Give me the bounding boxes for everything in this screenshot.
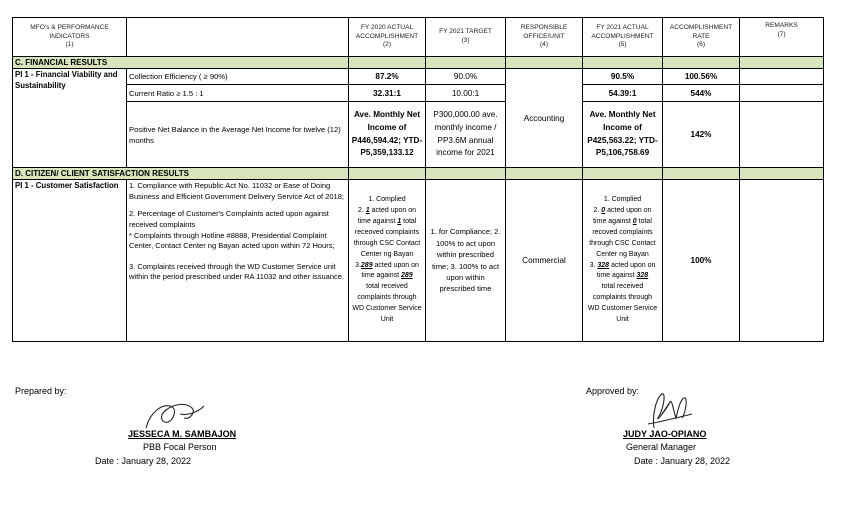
fy2020-cell: 1. Complied 2. 1 acted upon on time against 1 total receoved complaints through CSC Contact Center ng Bayan 3.289 acted upon on time against 289 total received complaints through WD Customer Service Unit bbox=[349, 180, 426, 342]
rate-cell: 100.56% bbox=[663, 69, 740, 85]
remarks-cell bbox=[740, 69, 824, 85]
approved-date: Date : January 28, 2022 bbox=[634, 456, 731, 466]
indicator-2: 2. Percentage of Customer's Complaints acted upon against received complaints bbox=[129, 209, 329, 229]
prepared-by-label: Prepared by: bbox=[15, 386, 67, 396]
target-cell: 90.0% bbox=[426, 69, 506, 85]
header-office: RESPONSIBLE OFFICE/UNIT (4) bbox=[506, 18, 583, 57]
table-row bbox=[13, 102, 824, 168]
section-c-office: Accounting bbox=[506, 69, 583, 168]
indicator-cell: Current Ratio ≥ 1.5 : 1 bbox=[127, 85, 349, 102]
remarks-cell bbox=[740, 180, 824, 342]
section-d-pi: PI 1 - Customer Satisfaction bbox=[13, 180, 127, 342]
header-fy2021-target: FY 2021 TARGET (3) bbox=[426, 18, 506, 57]
performance-table bbox=[12, 17, 824, 342]
section-d-row bbox=[13, 168, 824, 180]
indicator-cell: Positive Net Balance in the Average Net Income for twelve (12) months bbox=[127, 102, 349, 168]
section-d-title: D. CITIZEN/ CLIENT SATISFACTION RESULTS bbox=[13, 168, 349, 180]
prepared-name: JESSECA M. SAMBAJON bbox=[128, 429, 237, 439]
indicator-cell bbox=[127, 180, 349, 342]
header-row bbox=[13, 18, 824, 57]
header-mfo: MFO's & PERFORMANCE INDICATORS (1) bbox=[13, 18, 127, 57]
header-fy2021-actual: FY 2021 ACTUAL ACCOMPLISHMENT (5) bbox=[583, 18, 663, 57]
table-row bbox=[13, 85, 824, 102]
header-fy2020: FY 2020 ACTUAL ACCOMPLISHMENT (2) bbox=[349, 18, 426, 57]
fy2021-cell: 1. Complied 2. 0 acted upon on time against 0 total recoved complaints through CSC Contact Center ng Bayan 3. 328 acted upon on time against 328 total received complaints through WD Customer Service Unit bbox=[583, 180, 663, 342]
target-cell: 1. for Compliance; 2. 100% to act upon within prescribed time; 3. 100% to act upon within prescribed time bbox=[426, 180, 506, 342]
approved-by-label: Approved by: bbox=[586, 386, 640, 396]
fy2020-cell: Ave. Monthly Net Income of P446,594.42; YTD- P5,359,133.12 bbox=[349, 102, 426, 168]
section-c-row bbox=[13, 57, 824, 69]
target-cell: 10.00:1 bbox=[426, 85, 506, 102]
rate-cell: 142% bbox=[663, 102, 740, 168]
rate-cell: 544% bbox=[663, 85, 740, 102]
table-row bbox=[13, 180, 824, 342]
remarks-cell bbox=[740, 102, 824, 168]
prepared-signature bbox=[140, 398, 208, 432]
fy2020-cell: 87.2% bbox=[349, 69, 426, 85]
prepared-date: Date : January 28, 2022 bbox=[95, 456, 192, 466]
fy2021-cell: 54.39:1 bbox=[583, 85, 663, 102]
remarks-cell bbox=[740, 85, 824, 102]
approved-role: General Manager bbox=[626, 442, 697, 452]
indicator-2b: * Complaints through Hotline #8888, Presidential Complaint Center, Contact Center ng Bayan acted upon within 72 Hours; bbox=[129, 230, 335, 251]
fy2021-cell: 90.5% bbox=[583, 69, 663, 85]
header-rate: ACCOMPLISHMENT RATE (6) bbox=[663, 18, 740, 57]
header-blank bbox=[127, 18, 349, 57]
section-c-pi: PI 1 - Financial Viability and Sustainability bbox=[13, 69, 127, 168]
indicator-cell: Collection Efficiency ( ≥ 90%) bbox=[127, 69, 349, 85]
section-d-office: Commercial bbox=[506, 180, 583, 342]
section-c-title: C. FINANCIAL RESULTS bbox=[13, 57, 349, 69]
header-remarks: REMARKS (7) bbox=[740, 18, 824, 57]
approved-signature bbox=[640, 388, 696, 434]
indicator-3: 3. Complaints received through the WD Customer Service unit within the period prescribed under RA 11032 and other issuance. bbox=[129, 261, 344, 282]
fy2020-cell: 32.31:1 bbox=[349, 85, 426, 102]
target-cell: P300,000.00 ave. monthly income / PP3.6M annual income for 2021 bbox=[426, 102, 506, 168]
prepared-role: PBB Focal Person bbox=[143, 442, 217, 452]
fy2021-cell: Ave. Monthly Net Income of P425,563.22; YTD- P5,106,758.69 bbox=[583, 102, 663, 168]
rate-cell: 100% bbox=[663, 180, 740, 342]
indicator-1: 1. Compliance with Republic Act No. 11032 or Ease of Doing Business and Efficient Government Delivery Service Act of 2018; bbox=[129, 181, 344, 201]
approved-name: JUDY JAO-OPIANO bbox=[623, 429, 707, 439]
table-row bbox=[13, 69, 824, 85]
